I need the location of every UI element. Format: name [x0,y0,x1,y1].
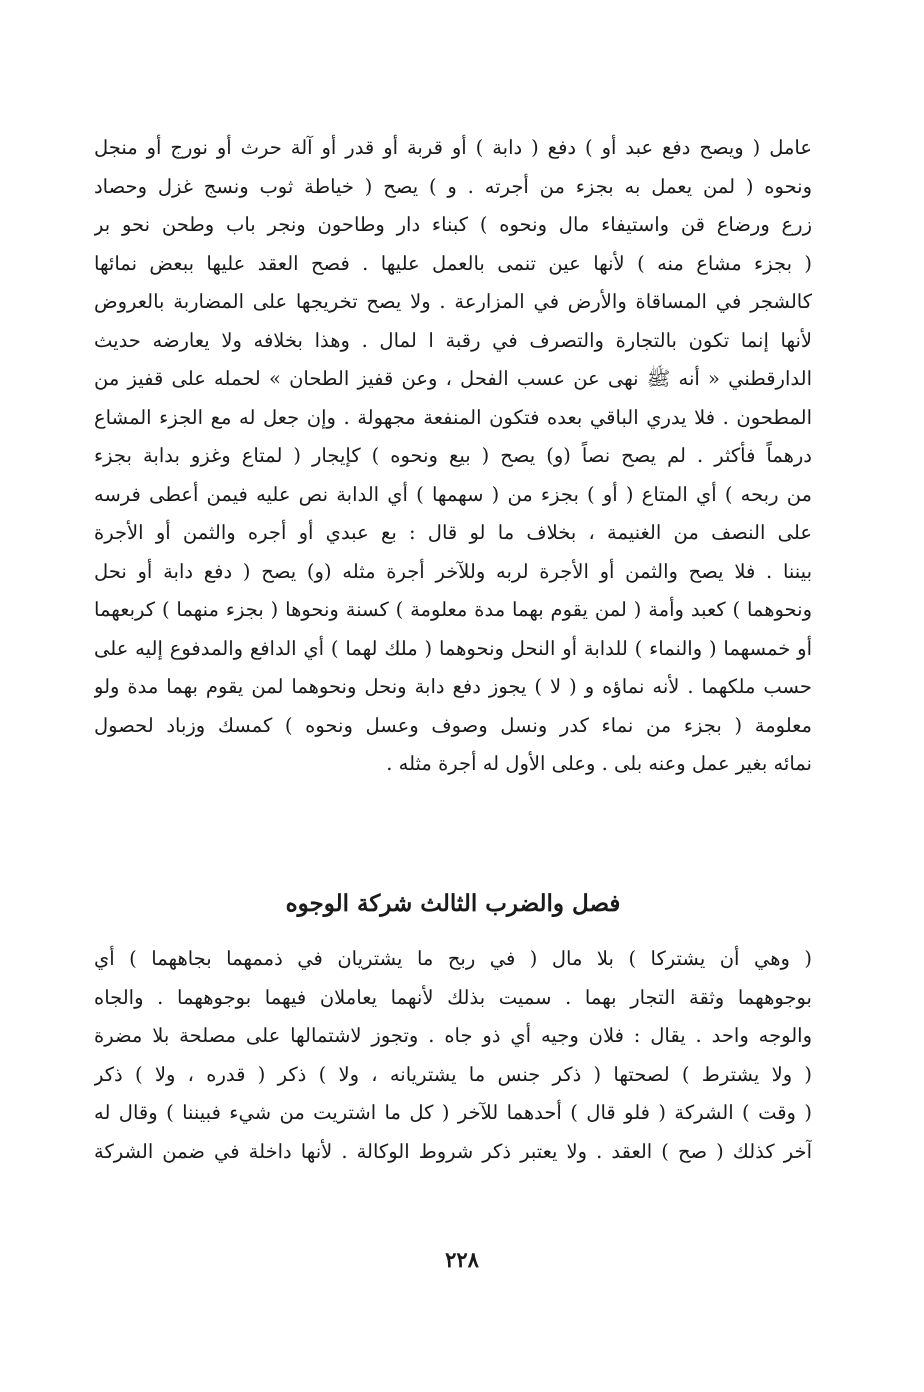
text-line: ونحوهما ) كعبد وأمة ( لمن يقوم بهما مدة معلومة ) كسنة ونحوها ( بجزء منهما ) كربعهما [94,598,812,621]
page-number: ٢٢٨ [445,1247,479,1272]
text-line: ( ولا يشترط ) لصحتها ( ذكر جنس ما يشتريانه ، ولا ) ذكر ( قدره ، ولا ) ذكر [94,1062,812,1086]
text-line: على النصف من الغنيمة ، بخلاف ما لو قال : بع عبدي أو أجره والثمن أو الأجرة [94,521,812,544]
section-heading: فصل والضرب الثالث شركة الوجوه [285,890,621,917]
text-line: بوجوههما وثقة التجار بهما . سميت بذلك لأنهما يعاملان فيهما بوجوههما . والجاه [94,985,812,1009]
text-line: ونحوه ( لمن يعمل به بجزء من أجرته . و ) يصح ( خياطة ثوب ونسج غزل وحصاد [94,174,812,198]
text-line: لأنها إنما تكون بالتجارة والتصرف في رقبة ا لمال . وهذا بخلافه ولا يعارضه حديث [94,328,812,352]
text-line: من ربحه ) أي المتاع ( أو ) بجزء من ( سهمها ) أي الدابة نص عليه فيمن أعطى فرسه [94,482,812,506]
text-line: بيننا . فلا يصح والثمن أو الأجرة لربه وللآخر أجرة مثله (و) يصح ( دفع دابة أو نحل [94,559,812,583]
section-text-block [94,940,812,1171]
text-line: والوجه واحد . يقال : فلان وجيه أي ذو جاه . وتجوز لاشتمالها على مصلحة بلا مضرة [94,1024,812,1047]
text-line: زرع ورضاع قن واستيفاء مال ونحوه ) كبناء دار وطاحون ونجر باب وطحن نحو بر [94,213,812,236]
text-line: الدارقطني « أنه ﷺ نهى عن عسب الفحل ، وعن قفيز الطحان » لحمله على قفيز من [94,367,812,390]
text-line: أو خمسهما ( والنماء ) للدابة أو النحل ونحوهما ( ملك لهما ) أي الدافع والمدفوع إليه على [94,636,812,660]
main-text-block [94,129,812,784]
text-line: كالشجر في المساقاة والأرض في المزارعة . ولا يصح تخريجها على المضاربة بالعروض [94,290,812,313]
text-line: ( بجزء مشاع منه ) لأنها عين تنمى بالعمل عليها . فصح العقد عليها ببعض نمائها [94,251,812,275]
text-line: معلومة ( بجزء من نماء كدر ونسل وصوف وعسل ونحوه ) كمسك وزباد لحصول [94,713,812,737]
text-line: عامل ( ويصح دفع عبد أو ) دفع ( دابة ) أو قربة أو قدر أو آلة حرث أو نورج أو منجل [94,136,812,159]
text-line: درهماً فأكثر . لم يصح نصاً (و) يصح ( بيع ونحوه ) كإيجار ( لمتاع وغزو بدابة بجزء [94,444,812,467]
text-line: ( وقت ) الشركة ( فلو قال ) أحدهما للآخر ( كل ما اشتريت من شيء فبيننا ) وقال له [94,1101,812,1124]
text-line: المطحون . فلا يدري الباقي بعده فتكون المنفعة مجهولة . وإن جعل له مع الجزء المشاع [94,405,812,429]
text-line: نمائه بغير عمل وعنه بلى . وعلى الأول له أجرة مثله . [386,752,812,775]
text-line: حسب ملكهما . لأنه نماؤه و ( لا ) يجوز دفع دابة ونحل ونحوهما لمن يقوم بهما مدة ولو [94,675,812,698]
text-line: آخر كذلك ( صح ) العقد . ولا يعتبر ذكر شروط الوكالة . لأنها داخلة في ضمن الشركة [94,1139,812,1163]
text-line: ( وهي أن يشتركا ) بلا مال ( في ربح ما يشتريان في ذممهما بجاههما ) أي [94,947,812,970]
